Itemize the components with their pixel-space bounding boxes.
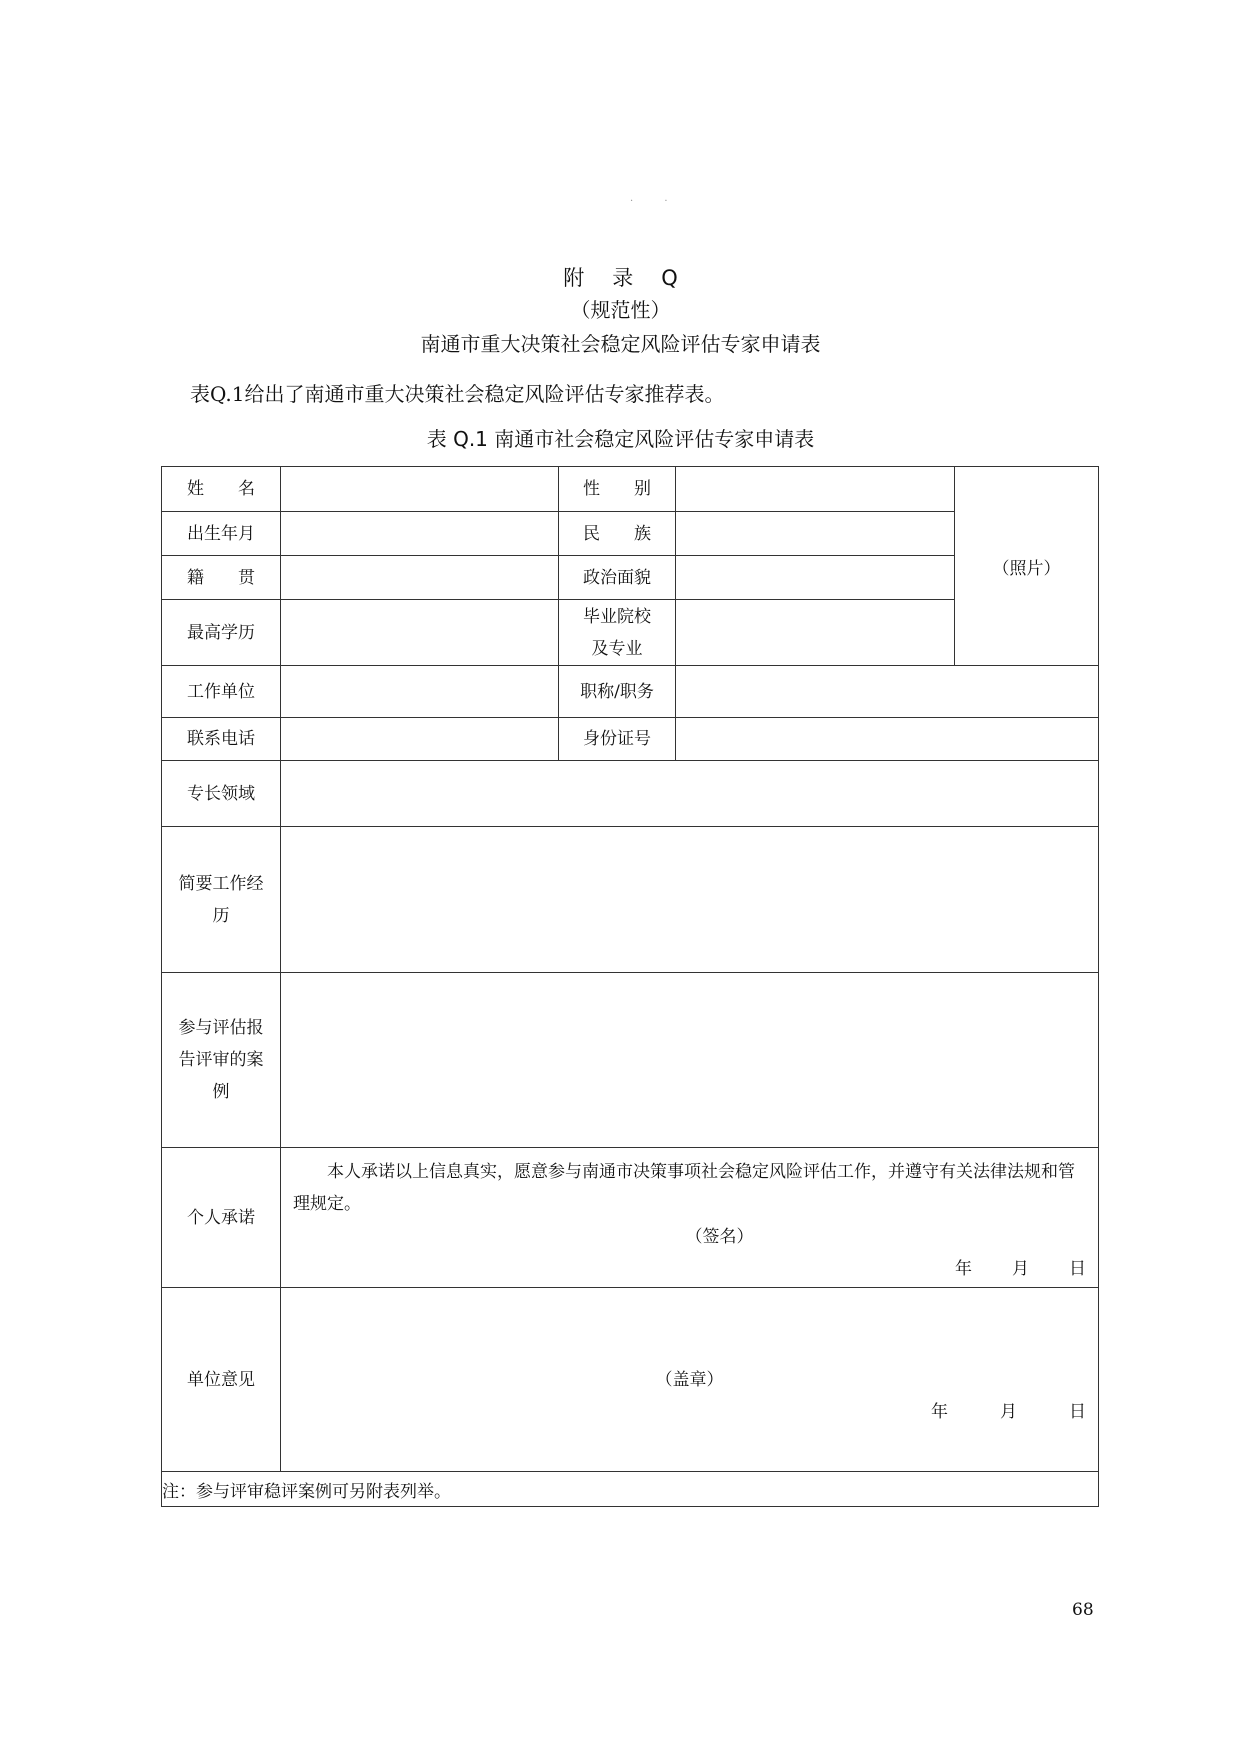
document-title: 南通市重大决策社会稳定风险评估专家申请表 [420,332,821,356]
label-work-experience [162,827,281,973]
label-expertise: 专长领域 [162,761,281,827]
date-month-2: 月 [1000,1401,1017,1422]
label-education: 最高学历 [162,600,281,666]
appendix-letter: Q [661,266,678,290]
label-commitment: 个人承诺 [162,1148,281,1288]
appendix-heading [0,262,1241,292]
date-day: 日 [1069,1259,1086,1279]
label-phone: 联系电话 [162,718,281,761]
field-school-major[interactable] [676,600,955,666]
field-work-experience[interactable] [281,827,1099,973]
intro-paragraph: 表Q.1给出了南通市重大决策社会稳定风险评估专家推荐表。 [190,382,725,406]
label-employer: 工作单位 [162,666,281,718]
label-native-place: 籍 贯 [162,556,281,600]
field-native-place[interactable] [281,556,559,600]
field-ethnicity[interactable] [676,512,955,556]
label-ethnicity: 民 族 [559,512,676,556]
date-day-2: 日 [1069,1401,1086,1422]
field-phone[interactable] [281,718,559,761]
seal-label: （盖章） [655,1369,724,1390]
page-number: 68 [1072,1600,1094,1620]
commitment-date [281,1254,1098,1284]
label-unit-opinion: 单位意见 [162,1288,281,1472]
date-year: 年 [955,1259,972,1279]
appendix-word-1: 附 [563,266,585,290]
field-review-cases[interactable] [281,973,1099,1148]
field-title-position[interactable] [676,666,1099,718]
date-year-2: 年 [931,1401,948,1422]
label-title-position: 职称/职务 [559,666,676,718]
signature-label: （签名） [685,1227,754,1247]
label-cases-line2: 告评审的案 [178,1050,264,1070]
field-name[interactable] [281,467,559,512]
label-political-status: 政治面貌 [559,556,676,600]
label-id-number: 身份证号 [559,718,676,761]
label-school-line1: 毕业院校 [583,606,651,627]
field-expertise[interactable] [281,761,1099,827]
field-gender[interactable] [676,467,955,512]
label-cases-line1: 参与评估报 [178,1018,264,1038]
field-employer[interactable] [281,666,559,718]
label-school-major [559,600,676,666]
label-school-line2: 及专业 [591,638,643,659]
date-month: 月 [1012,1259,1029,1279]
table-caption: 表 Q.1 南通市社会稳定风险评估专家申请表 [426,427,815,451]
label-birth: 出生年月 [162,512,281,556]
label-work-exp-line2: 历 [212,905,230,926]
normative-label: （规范性） [570,298,671,322]
field-education[interactable] [281,600,559,666]
label-gender: 性 别 [559,467,676,512]
field-commitment[interactable] [281,1148,1099,1288]
field-political-status[interactable] [676,556,955,600]
field-birth[interactable] [281,512,559,556]
photo-box[interactable]: （照片） [955,467,1099,666]
commitment-text: 本人承诺以上信息真实，愿意参与南通市决策事项社会稳定风险评估工作，并遵守有关法律法规和管理规定。 [293,1162,1075,1214]
application-form-table [161,466,1099,1507]
label-review-cases [162,973,281,1148]
opinion-date [281,1397,1098,1427]
label-name: 姓 名 [162,467,281,512]
header-marks: · · [630,196,682,207]
field-unit-opinion[interactable] [281,1288,1099,1472]
appendix-word-2: 录 [612,266,634,290]
table-note: 注：参与评审稳评案例可另附表列举。 [162,1472,1099,1507]
field-id-number[interactable] [676,718,1099,761]
label-cases-line3: 例 [212,1082,230,1102]
label-work-exp-line1: 简要工作经 [178,873,264,894]
